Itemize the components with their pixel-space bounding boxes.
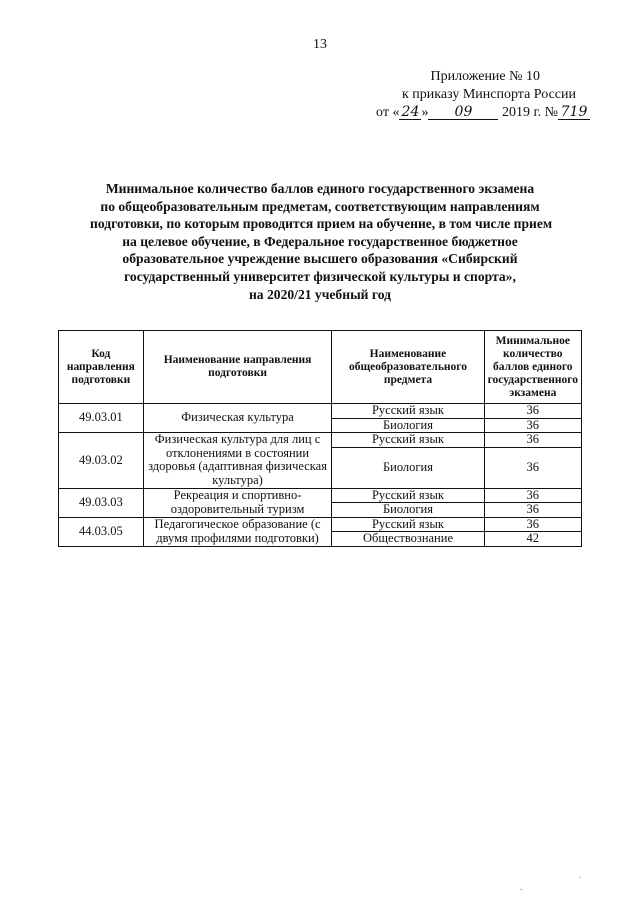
date-prefix: от « xyxy=(376,105,400,120)
date-day: 24 xyxy=(399,105,421,120)
order-number: 719 xyxy=(558,105,590,120)
header-min-score: Минимальное количество баллов единого государственного экзамена xyxy=(484,331,581,404)
cell-subject: Биология xyxy=(332,418,484,433)
cell-subject: Обществознание xyxy=(332,532,484,547)
cell-subject: Русский язык xyxy=(332,433,484,448)
table-row xyxy=(59,517,582,532)
title-line: государственный университет физической культуры и спорта», xyxy=(124,268,516,284)
table-header-row xyxy=(59,331,582,404)
title-line: по общеобразовательным предметам, соответствующим направлениям xyxy=(100,198,540,214)
cell-min-score: 42 xyxy=(484,532,581,547)
document-title xyxy=(90,180,553,303)
title-line: на целевое обучение, в Федеральное государственное бюджетное xyxy=(122,233,518,249)
cell-min-score: 36 xyxy=(484,503,581,518)
cell-code: 44.03.05 xyxy=(59,517,144,546)
cell-min-score: 36 xyxy=(484,517,581,532)
header-code: Код направления подготовки xyxy=(59,331,144,404)
cell-min-score: 36 xyxy=(484,404,581,419)
annex-date-line xyxy=(360,104,590,122)
cell-min-score: 36 xyxy=(484,418,581,433)
cell-min-score: 36 xyxy=(484,488,581,503)
title-line: образовательное учреждение высшего образования «Сибирский xyxy=(122,251,518,267)
annex-block xyxy=(360,68,590,122)
cell-code: 49.03.03 xyxy=(59,488,144,517)
cell-direction: Физическая культура xyxy=(143,404,332,433)
cell-direction: Рекреация и спортивно-оздоровительный туризм xyxy=(143,488,332,517)
date-year: 2019 г. № xyxy=(501,105,558,120)
title-line: подготовки, по которым проводится прием на обучение, в том числе прием xyxy=(90,216,553,232)
date-month: 09 xyxy=(428,105,498,120)
cell-subject: Русский язык xyxy=(332,404,484,419)
cell-min-score: 36 xyxy=(484,433,581,448)
page-number: 13 xyxy=(313,37,327,52)
cell-subject: Биология xyxy=(332,447,484,488)
table-row xyxy=(59,488,582,503)
scan-mark: . xyxy=(520,882,523,893)
title-line: на 2020/21 учебный год xyxy=(248,286,392,302)
annex-order: к приказу Минспорта России xyxy=(402,87,576,102)
cell-direction: Физическая культура для лиц с отклонениями в состоянии здоровья (адаптивная физическая культура) xyxy=(143,433,332,489)
header-direction: Наименование направления подготовки xyxy=(143,331,332,404)
cell-subject: Биология xyxy=(332,503,484,518)
table-row xyxy=(59,433,582,448)
header-subject: Наименование общеобразовательного предмета xyxy=(332,331,484,404)
cell-subject: Русский язык xyxy=(332,488,484,503)
scan-mark: ˙ xyxy=(578,876,582,887)
table-row xyxy=(59,404,582,419)
cell-code: 49.03.01 xyxy=(59,404,144,433)
title-line: Минимальное количество баллов единого государственного экзамена xyxy=(105,181,535,196)
cell-subject: Русский язык xyxy=(332,517,484,532)
annex-title: Приложение № 10 xyxy=(430,69,540,84)
cell-direction: Педагогическое образование (с двумя профилями подготовки) xyxy=(143,517,332,546)
scores-table xyxy=(58,330,582,547)
date-mid: » xyxy=(421,105,429,120)
cell-min-score: 36 xyxy=(484,447,581,488)
cell-code: 49.03.02 xyxy=(59,433,144,489)
